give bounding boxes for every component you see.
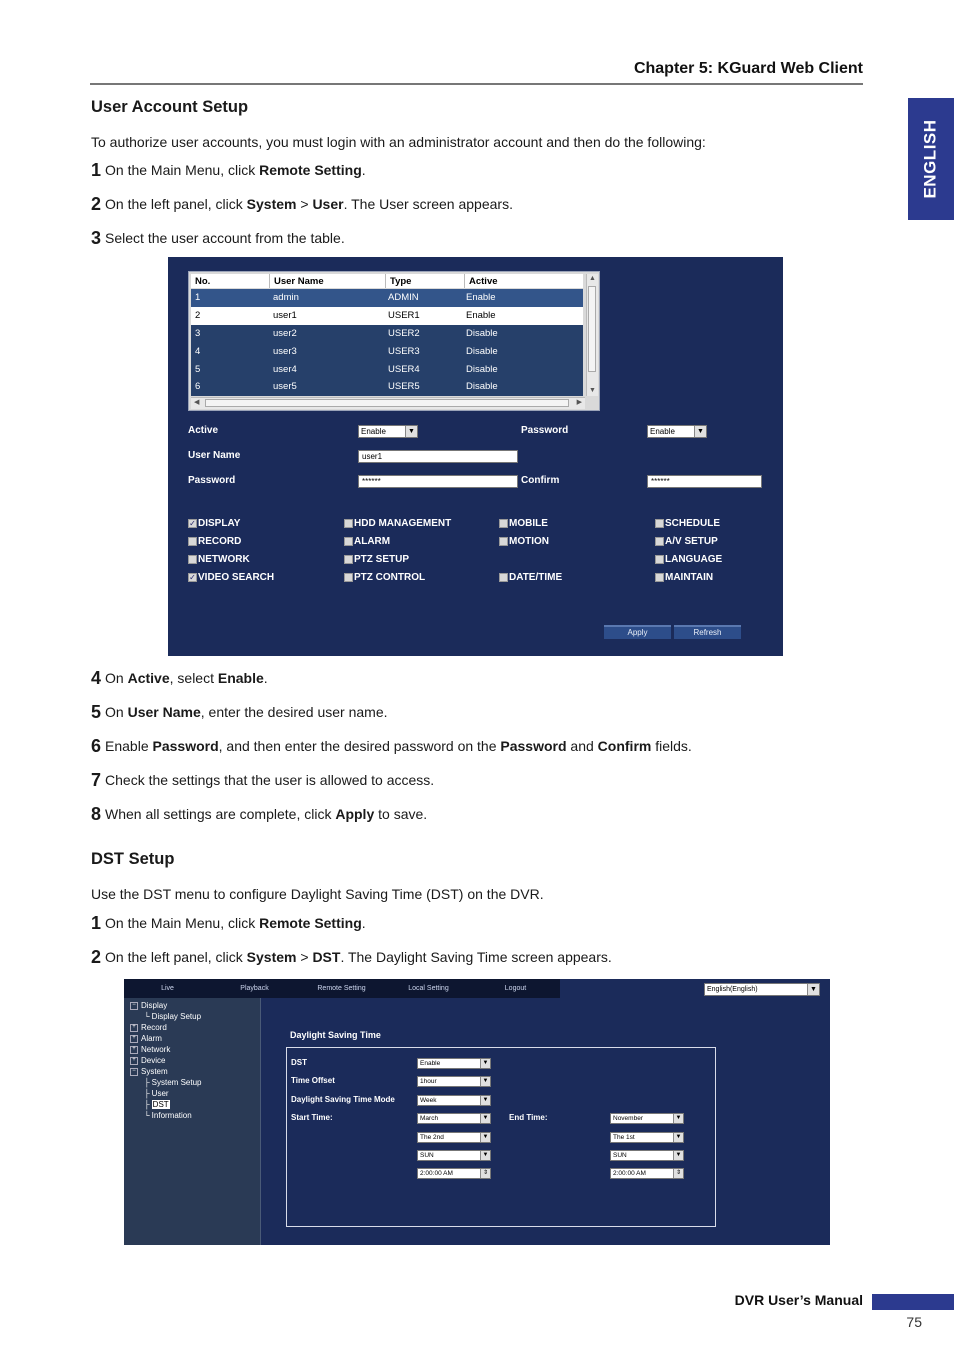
collapse-icon: − (130, 1068, 138, 1076)
col-type: Type (386, 274, 465, 288)
password-toggle-select[interactable]: Enable ▼ (647, 425, 707, 438)
chevron-down-icon: ▼ (673, 1133, 683, 1142)
chevron-down-icon: ▼ (480, 1151, 490, 1160)
perm-hdd-management[interactable]: HDD MANAGEMENT (344, 518, 451, 529)
page-number: 75 (906, 1314, 922, 1330)
user-step-8: 8 When all settings are complete, click Apply to save. (91, 804, 428, 824)
perm-network[interactable]: NETWORK (188, 554, 250, 565)
checkbox-icon (499, 519, 508, 528)
username-label: User Name (188, 450, 241, 461)
table-row[interactable]: 6 user5 USER5 Disable (195, 381, 498, 393)
end-time-spinner[interactable]: 2:00:00 AM ⇕ (610, 1168, 684, 1179)
perm-maintain[interactable]: MAINTAIN (655, 572, 713, 583)
collapse-icon: − (130, 1002, 138, 1010)
nav-local-setting[interactable]: Local Setting (408, 985, 449, 992)
settings-tree (124, 998, 261, 1245)
apply-button[interactable]: Apply (604, 625, 671, 639)
perm-record[interactable]: RECORD (188, 536, 241, 547)
checkbox-icon (655, 573, 664, 582)
start-time-spinner[interactable]: 2:00:00 AM ⇕ (417, 1168, 491, 1179)
chevron-down-icon: ▼ (480, 1096, 490, 1105)
nav-playback[interactable]: Playback (240, 985, 269, 992)
perm-alarm[interactable]: ALARM (344, 536, 390, 547)
user-setup-intro: To authorize user accounts, you must login with an administrator account and then do the following: (91, 134, 706, 150)
tree-display-setup[interactable]: └ Display Setup (144, 1012, 202, 1021)
end-month-select[interactable]: November ▼ (610, 1113, 684, 1124)
perm-video-search[interactable]: ✓ VIDEO SEARCH (189, 572, 275, 583)
chevron-down-icon: ▼ (480, 1059, 490, 1068)
perm-display[interactable]: ✓ DISPLAY (189, 518, 241, 529)
scroll-left-icon[interactable]: ◀ (194, 399, 200, 406)
start-month-select[interactable]: March ▼ (417, 1113, 491, 1124)
scroll-down-icon[interactable]: ▼ (589, 387, 596, 394)
chevron-down-icon: ▼ (694, 426, 706, 437)
perm-language[interactable]: LANGUAGE (655, 554, 722, 565)
active-label: Active (188, 425, 219, 436)
checkbox-icon (344, 555, 353, 564)
expand-icon: + (130, 1024, 138, 1032)
dst-step-1: 1 On the Main Menu, click Remote Setting. (91, 913, 366, 933)
user-step-6: 6 Enable Password, and then enter the desired password on the Password and Confirm fields. (91, 736, 692, 756)
start-week-select[interactable]: The 2nd ▼ (417, 1132, 491, 1143)
checkbox-icon (655, 537, 664, 546)
language-side-tab (908, 98, 954, 220)
perm-ptz-setup[interactable]: PTZ SETUP (344, 554, 409, 565)
table-row[interactable]: 5 user4 USER4 Disable (195, 363, 498, 375)
tree-alarm[interactable]: + Alarm (130, 1034, 162, 1043)
tree-system[interactable]: − System (130, 1067, 168, 1076)
language-select[interactable]: English(English) ▼ (704, 983, 820, 996)
checkbox-checked-icon: ✓ (189, 519, 196, 528)
chevron-down-icon: ▼ (673, 1151, 683, 1160)
dst-setup-intro: Use the DST menu to configure Daylight Saving Time (DST) on the DVR. (91, 886, 544, 902)
main-nav (124, 979, 560, 998)
table-row-selected[interactable]: 2 user1 USER1 Enable (191, 307, 583, 325)
refresh-button[interactable]: Refresh (674, 625, 741, 639)
password-field[interactable]: ****** (358, 475, 518, 488)
user-table[interactable] (188, 271, 600, 411)
dst-mode-select[interactable]: Week ▼ (417, 1095, 491, 1106)
dst-settings-box (286, 1047, 716, 1227)
user-step-3: 3 Select the user account from the table. (91, 228, 345, 248)
tree-display[interactable]: − Display (130, 1001, 167, 1010)
spinner-arrows-icon: ⇕ (480, 1169, 490, 1178)
end-week-select[interactable]: The 1st ▼ (610, 1132, 684, 1143)
expand-icon: + (130, 1035, 138, 1043)
manual-title: DVR User’s Manual (734, 1292, 863, 1308)
dst-screen-screenshot (124, 979, 830, 1245)
checkbox-icon (344, 519, 353, 528)
chevron-down-icon: ▼ (480, 1114, 490, 1123)
nav-remote-setting[interactable]: Remote Setting (317, 985, 366, 992)
checkbox-icon (344, 573, 353, 582)
dst-label: DST (291, 1058, 307, 1067)
tree-information[interactable]: └ Information (144, 1111, 192, 1120)
time-offset-select[interactable]: 1hour ▼ (417, 1076, 491, 1087)
col-active: Active (469, 275, 498, 287)
perm-av-setup[interactable]: A/V SETUP (655, 536, 718, 547)
start-time-label: Start Time: (291, 1113, 333, 1122)
chevron-down-icon: ▼ (673, 1114, 683, 1123)
nav-logout[interactable]: Logout (504, 985, 527, 992)
user-table-header (191, 274, 583, 288)
user-table-body (191, 289, 583, 396)
dst-mode-label: Daylight Saving Time Mode (291, 1095, 395, 1104)
dst-setup-heading: DST Setup (91, 850, 175, 868)
expand-icon: + (130, 1046, 138, 1054)
chevron-down-icon: ▼ (480, 1077, 490, 1086)
col-no: No. (191, 274, 270, 288)
checkbox-icon (499, 537, 508, 546)
tree-record[interactable]: + Record (130, 1023, 167, 1032)
table-row[interactable]: 3 user2 USER2 Disable (195, 327, 498, 339)
tree-user[interactable]: ├ User (144, 1089, 169, 1098)
user-step-7: 7 Check the settings that the user is allowed to access. (91, 770, 435, 790)
horizontal-scrollbar[interactable] (191, 397, 585, 409)
spinner-arrows-icon: ⇕ (673, 1169, 683, 1178)
scroll-thumb[interactable] (588, 286, 596, 372)
checkbox-checked-icon: ✓ (189, 573, 196, 582)
perm-mobile[interactable]: MOBILE (499, 518, 548, 529)
password-label: Password (188, 475, 236, 486)
perm-date-time[interactable]: DATE/TIME (499, 572, 562, 583)
user-step-4: 4 On Active, select Enable. (91, 668, 268, 688)
checkbox-icon (344, 537, 353, 546)
user-step-1: 1 On the Main Menu, click Remote Setting. (91, 160, 366, 180)
dst-panel-title: Daylight Saving Time (290, 1030, 381, 1040)
checkbox-icon (655, 519, 664, 528)
language-tab-label: ENGLISH (921, 119, 940, 199)
expand-icon: + (130, 1057, 138, 1065)
user-step-2: 2 On the left panel, click System > User. The User screen appears. (91, 194, 513, 214)
password-toggle-label: Password (521, 425, 569, 436)
active-select[interactable]: Enable ▼ (358, 425, 418, 438)
table-row[interactable]: 1 admin ADMIN Enable (191, 289, 583, 307)
checkbox-icon (655, 555, 664, 564)
header-rule (90, 83, 863, 85)
perm-schedule[interactable]: SCHEDULE (655, 518, 720, 529)
chapter-title: Chapter 5: KGuard Web Client (633, 60, 863, 77)
tree-network[interactable]: + Network (130, 1045, 170, 1054)
chevron-down-icon: ▼ (405, 426, 417, 437)
confirm-field[interactable]: ****** (647, 475, 762, 488)
perm-ptz-control[interactable]: PTZ CONTROL (344, 572, 425, 583)
dst-select[interactable]: Enable ▼ (417, 1058, 491, 1069)
scroll-right-icon[interactable]: ▶ (576, 399, 582, 406)
user-setup-heading: User Account Setup (91, 98, 249, 116)
scroll-thumb-h[interactable] (205, 399, 569, 407)
scroll-up-icon[interactable]: ▲ (589, 275, 596, 282)
time-offset-label: Time Offset (291, 1076, 335, 1085)
chevron-down-icon: ▼ (807, 984, 819, 995)
confirm-label: Confirm (521, 475, 560, 486)
end-day-select[interactable]: SUN ▼ (610, 1150, 684, 1161)
user-screen-screenshot (168, 257, 783, 656)
perm-motion[interactable]: MOTION (499, 536, 549, 547)
vertical-scrollbar[interactable] (586, 274, 598, 396)
end-time-label: End Time: (509, 1113, 548, 1122)
tree-system-setup[interactable]: ├ System Setup (144, 1078, 202, 1087)
checkbox-icon (499, 573, 508, 582)
start-day-select[interactable]: SUN ▼ (417, 1150, 491, 1161)
tree-device[interactable]: + Device (130, 1056, 165, 1065)
footer-accent-bar (872, 1294, 954, 1310)
checkbox-icon (188, 537, 197, 546)
username-field[interactable]: user1 (358, 450, 518, 463)
user-step-5: 5 On User Name, enter the desired user name. (91, 702, 388, 722)
chevron-down-icon: ▼ (480, 1133, 490, 1142)
checkbox-icon (188, 555, 197, 564)
nav-live[interactable]: Live (161, 985, 174, 992)
table-row[interactable]: 4 user3 USER3 Disable (195, 345, 498, 357)
col-username: User Name (270, 274, 386, 288)
dst-step-2: 2 On the left panel, click System > DST. The Daylight Saving Time screen appears. (91, 947, 612, 967)
tree-dst[interactable]: ├ DST (144, 1100, 169, 1109)
